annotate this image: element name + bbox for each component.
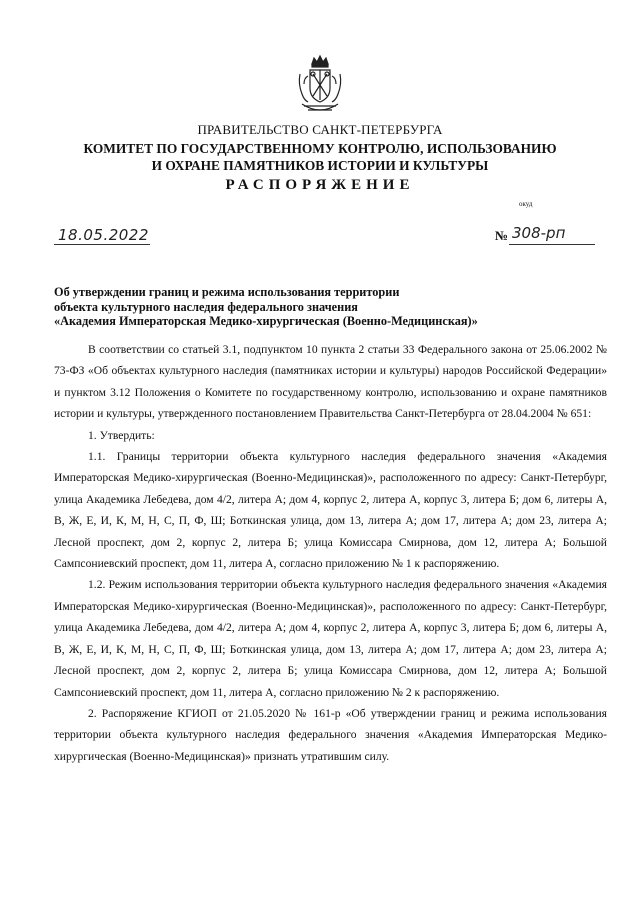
preamble-paragraph: В соответствии со статьей 3.1, подпунктом 10 пункта 2 статьи 33 Федерального закона от 25.06.2002 № 73-ФЗ «Об объектах культурного наследия (памятниках истории и культуры) народов Российской Федерации» и пунктом 3.12 Положения о Комитете по государственному контролю, использованию и охране памятников истории и культуры, утвержденного постановлением Правительства Санкт-Петербурга от 28.04.2004 № 651: — [54, 343, 607, 421]
document-subject — [54, 285, 594, 329]
committee-title-line2: И ОХРАНЕ ПАМЯТНИКОВ ИСТОРИИ И КУЛЬТУРЫ — [151, 158, 489, 173]
document-body — [54, 339, 607, 767]
subject-line1: Об утверждении границ и режима использования территории — [54, 285, 400, 299]
item-1-2: 1.2. Режим использования территории объекта культурного наследия федерального значения «Академия Императорская Медико-хирургическая (Военно-Медицинская)», расположенного по адресу: Санкт-Петербург, улица Академика Лебедева, дом 4/2, литера А; дом 4, корпус 2, литера А, корпус 3, литера Б; дом 6, литеры А, В, Ж, Е, И, К, М, Н, С, П, Ф, Ш; Боткинская улица, дом 13, литера А; дом 17, литера А; дом 23, литера А; Лесной проспект, дом 2, корпус 2, литера Б; улица Комиссара Смирнова, дом 12, литера А; Большой Сампсониевский проспект, дом 11, литера А, согласно приложению № 2 к распоряжению. — [54, 578, 607, 699]
document-date: 18.05.2022 — [58, 226, 149, 244]
government-title: ПРАВИТЕЛЬСТВО САНКТ-ПЕТЕРБУРГА — [197, 122, 443, 137]
item-1: 1. Утвердить: — [88, 428, 155, 442]
subject-line3: «Академия Императорская Медико-хирургическая (Военно-Медицинская)» — [54, 314, 478, 328]
document-number: 308-рп — [512, 224, 566, 242]
okud-label: окуд — [519, 200, 533, 208]
number-label: № — [495, 228, 509, 243]
date-underline — [54, 244, 150, 245]
item-1-1: 1.1. Границы территории объекта культурного наследия федерального значения «Академия Императорская Медико-хирургическая (Военно-Медицинская)», расположенного по адресу: Санкт-Петербург, улица Академика Лебедева, дом 4/2, литера А; дом 4, корпус 2, литера А, корпус 3, литера Б; дом 6, литеры А, В, Ж, Е, И, К, М, Н, С, П, Ф, Ш; Боткинская улица, дом 13, литера А; дом 17, литера А; дом 23, литера А; Лесной проспект, дом 2, корпус 2, литера Б; улица Комиссара Смирнова, дом 12, литера А; Большой Сампсониевский проспект, дом 11, литера А, согласно приложению № 1 к распоряжению. — [54, 450, 607, 571]
item-2: 2. Распоряжение КГИОП от 21.05.2020 № 161-р «Об утверждении границ и режима использования территории объекта культурного наследия федерального значения «Академия Императорская Медико-хирургическая (Военно-Медицинская)» признать утратившим силу. — [54, 706, 607, 763]
subject-line2: объекта культурного наследия федерального значения — [54, 299, 358, 314]
number-underline — [509, 244, 595, 245]
committee-title — [0, 140, 640, 174]
committee-title-line1: КОМИТЕТ ПО ГОСУДАРСТВЕННОМУ КОНТРОЛЮ, ИСПОЛЬЗОВАНИЮ — [83, 141, 557, 156]
document-type: РАСПОРЯЖЕНИЕ — [225, 177, 415, 193]
st-petersburg-coat-of-arms-icon — [296, 54, 344, 118]
